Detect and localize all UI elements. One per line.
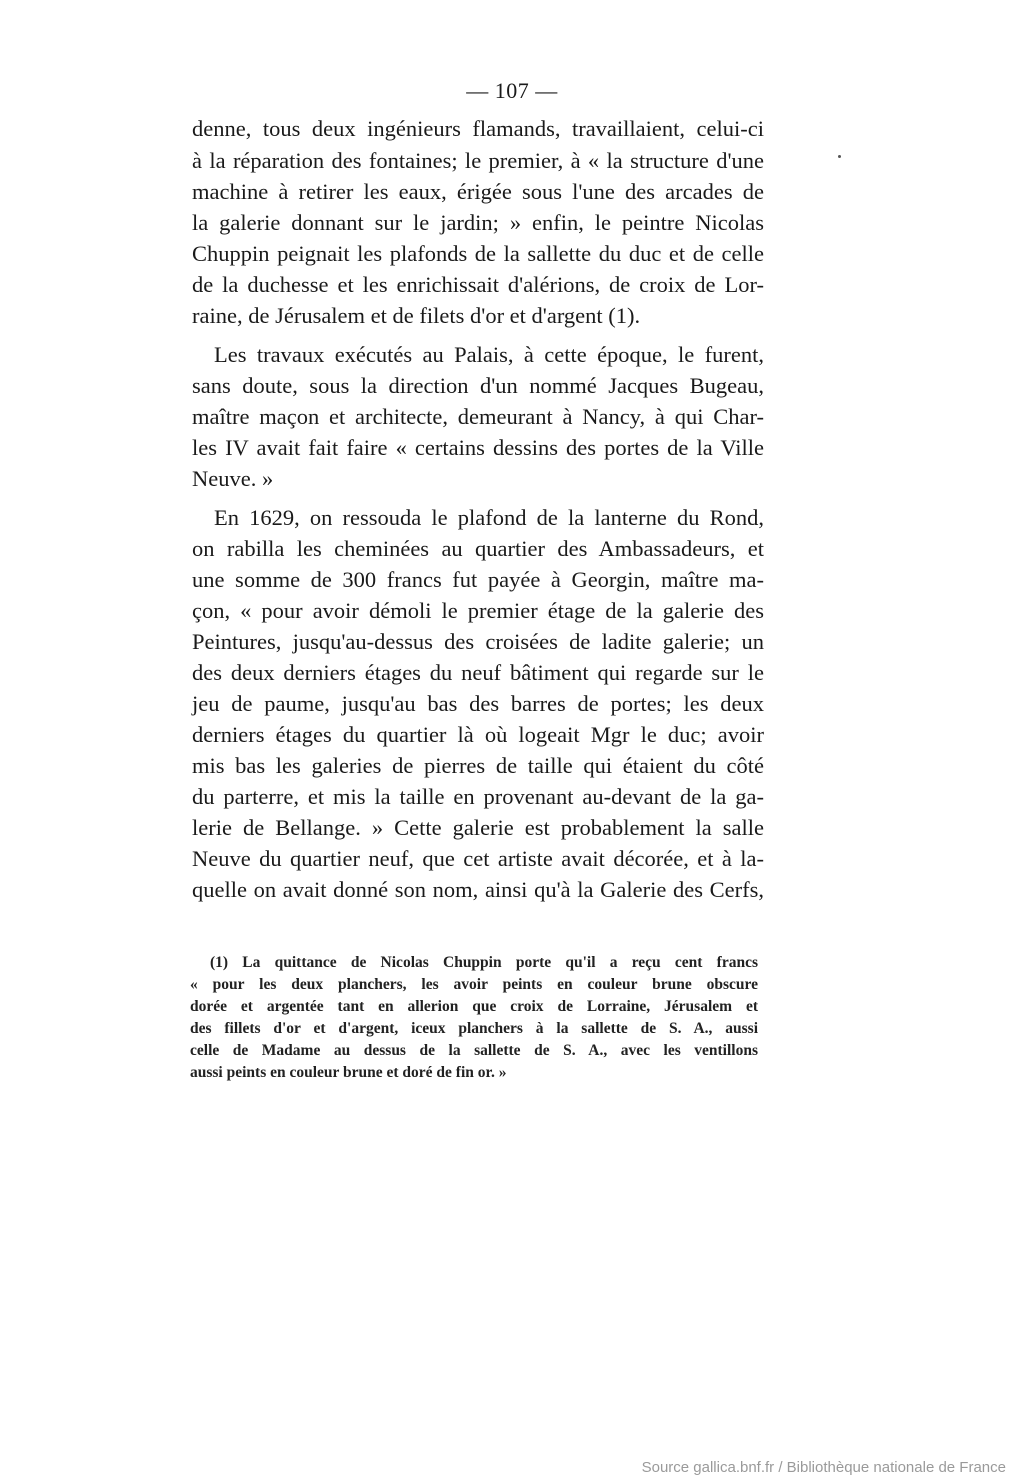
footnote-line: aussi peints en couleur brune et doré de fin or. » bbox=[190, 1064, 507, 1081]
body-line: En 1629, on ressouda le plafond de la lanterne du Rond, bbox=[214, 505, 764, 530]
body-line: maître maçon et architecte, demeurant à Nancy, à qui Char- bbox=[192, 404, 764, 429]
footnote-line: dorée et argentée tant en allerion que croix de Lorraine, Jérusalem et bbox=[190, 998, 758, 1015]
body-line: denne, tous deux ingénieurs flamands, travaillaient, celui-ci bbox=[192, 116, 764, 141]
body-line: Les travaux exécutés au Palais, à cette époque, le furent, bbox=[214, 342, 764, 367]
body-line: une somme de 300 francs fut payée à Georgin, maître ma- bbox=[192, 567, 764, 592]
ink-speck bbox=[838, 155, 841, 158]
body-line: jeu de paume, jusqu'au bas des barres de portes; les deux bbox=[192, 691, 764, 716]
body-line: Chuppin peignait les plafonds de la sallette du duc et de celle bbox=[192, 241, 764, 266]
body-line: sans doute, sous la direction d'un nommé Jacques Bugeau, bbox=[192, 373, 764, 398]
body-line: mis bas les galeries de pierres de taille qui étaient du côté bbox=[192, 753, 764, 778]
body-line: de la duchesse et les enrichissait d'alérions, de croix de Lor- bbox=[192, 272, 764, 297]
body-line: à la réparation des fontaines; le premier, à « la structure d'une bbox=[192, 148, 764, 173]
body-line: çon, « pour avoir démoli le premier étage de la galerie des bbox=[192, 598, 764, 623]
body-line: on rabilla les cheminées au quartier des Ambassadeurs, et bbox=[192, 536, 764, 561]
body-line: Neuve. » bbox=[192, 466, 274, 491]
source-credit: Source gallica.bnf.fr / Bibliothèque nationale de France bbox=[641, 1459, 1006, 1476]
page-number: — 107 — bbox=[466, 78, 558, 103]
body-line: les IV avait fait faire « certains dessins des portes de la Ville bbox=[192, 435, 764, 460]
body-line: lerie de Bellange. » Cette galerie est probablement la salle bbox=[192, 815, 764, 840]
footnote-line: des fillets d'or et d'argent, iceux planchers à la sallette de S. A., aussi bbox=[190, 1020, 758, 1037]
footnote-line: celle de Madame au dessus de la sallette de S. A., avec les ventillons bbox=[190, 1042, 758, 1059]
body-line: la galerie donnant sur le jardin; » enfin, le peintre Nicolas bbox=[192, 210, 764, 235]
footnote-line: (1) La quittance de Nicolas Chuppin porte qu'il a reçu cent francs bbox=[210, 954, 758, 971]
body-line: Neuve du quartier neuf, que cet artiste avait décorée, et à la- bbox=[192, 846, 764, 871]
body-line: du parterre, et mis la taille en provenant au-devant de la ga- bbox=[192, 784, 764, 809]
body-line: machine à retirer les eaux, érigée sous l'une des arcades de bbox=[192, 179, 764, 204]
footnote-line: « pour les deux planchers, les avoir peints en couleur brune obscure bbox=[190, 976, 758, 993]
body-line: des deux derniers étages du neuf bâtiment qui regarde sur le bbox=[192, 660, 764, 685]
body-line: derniers étages du quartier là où logeait Mgr le duc; avoir bbox=[192, 722, 764, 747]
body-line: quelle on avait donné son nom, ainsi qu'à la Galerie des Cerfs, bbox=[192, 877, 764, 902]
body-line: raine, de Jérusalem et de filets d'or et d'argent (1). bbox=[192, 303, 641, 328]
body-line: Peintures, jusqu'au-dessus des croisées de ladite galerie; un bbox=[192, 629, 764, 654]
